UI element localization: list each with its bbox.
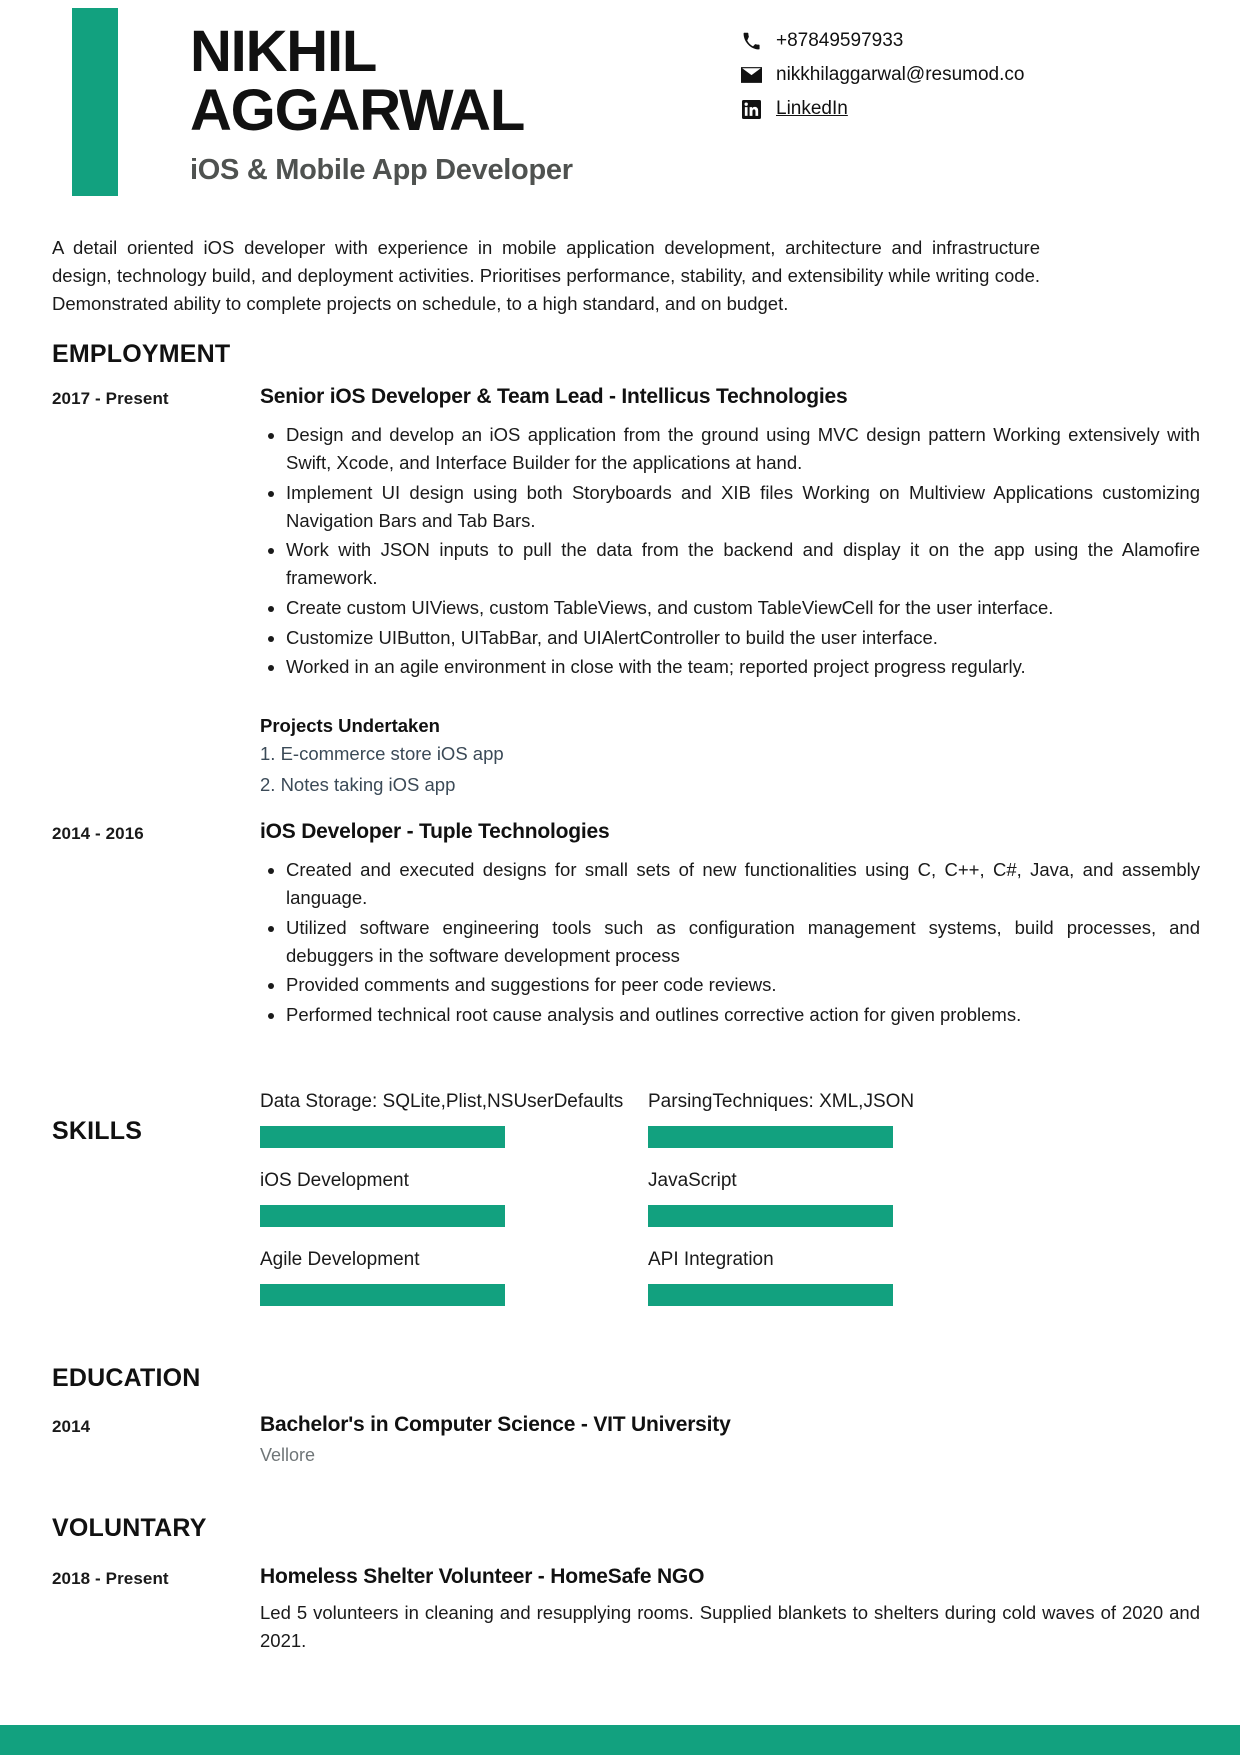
list-item: • Provided comments and suggestions for peer code reviews.	[286, 971, 1200, 999]
linkedin-link[interactable]: LinkedIn	[776, 98, 848, 119]
skill-name: iOS Development	[260, 1169, 409, 1191]
employment-date: 2014 - 2016	[52, 824, 144, 844]
professional-summary: A detail oriented iOS developer with experience in mobile application development, architecture and infrastructure design, technology build, and deployment activities. Prioritises performance, stability, and extensibility while writing code. Demonstrated ability to complete projects on schedule, to a high standard, and on budget.	[52, 237, 1040, 315]
voluntary-role: Homeless Shelter Volunteer - HomeSafe NGO	[260, 1564, 705, 1588]
list-item: • Worked in an agile environment in close with the team; reported project progress regularly.	[286, 653, 1200, 681]
skill-item	[260, 1170, 648, 1227]
section-title-skills: SKILLS	[52, 1116, 143, 1145]
skills-grid	[260, 1091, 1200, 1306]
employment-role: Senior iOS Developer & Team Lead - Intellicus Technologies	[260, 385, 848, 409]
project-item[interactable]: 2. Notes taking iOS app	[260, 773, 456, 795]
skill-item	[260, 1091, 648, 1148]
education-body	[260, 1413, 1200, 1466]
skill-bar-fill	[260, 1284, 505, 1306]
list-item: • Create custom UIViews, custom TableViews, and custom TableViewCell for the user interface.	[286, 594, 1200, 622]
contact-phone-row	[740, 30, 1024, 52]
skill-bar-track	[648, 1284, 893, 1306]
first-name: NIKHIL	[190, 19, 377, 84]
linkedin-icon	[740, 99, 762, 119]
employment-date: 2017 - Present	[52, 389, 169, 409]
section-title-education: EDUCATION	[52, 1363, 201, 1392]
voluntary-date: 2018 - Present	[52, 1568, 169, 1588]
section-title-voluntary: VOLUNTARY	[52, 1513, 207, 1542]
skill-bar-fill	[648, 1284, 893, 1306]
contact-linkedin-row[interactable]	[740, 98, 1024, 120]
list-item: • Utilized software engineering tools such as configuration management systems, build processes, and debuggers in the software development process	[286, 914, 1200, 970]
employment-role: iOS Developer - Tuple Technologies	[260, 820, 610, 844]
projects-undertaken-title: Projects Undertaken	[260, 715, 440, 737]
phone-number: +87849597933	[776, 30, 904, 51]
list-item: • Implement UI design using both Storyboards and XIB files Working on Multiview Applications customizing Navigation Bars and Tab Bars.	[286, 479, 1200, 535]
phone-icon	[740, 31, 762, 51]
employment-body	[260, 820, 1200, 1031]
skill-bar-track	[260, 1126, 505, 1148]
skill-item	[648, 1170, 1036, 1227]
voluntary-entry	[0, 1565, 1240, 1655]
email-address: nikkhilaggarwal@resumod.co	[776, 64, 1025, 85]
skill-name: ParsingTechniques: XML,JSON	[648, 1090, 915, 1112]
employment-bullets	[260, 421, 1200, 681]
employment-entry	[0, 385, 1240, 798]
header-accent-bar	[72, 8, 118, 196]
voluntary-body	[260, 1565, 1200, 1655]
list-item: • Customize UIButton, UITabBar, and UIAlertController to build the user interface.	[286, 624, 1200, 652]
skill-bar-fill	[648, 1205, 893, 1227]
section-title-employment: EMPLOYMENT	[52, 340, 231, 369]
skill-item	[648, 1249, 1036, 1306]
skill-bar-fill	[260, 1205, 505, 1227]
employment-bullets	[260, 856, 1200, 1029]
skills-section	[0, 1091, 1240, 1306]
skill-name: Agile Development	[260, 1248, 420, 1270]
voluntary-description: Led 5 volunteers in cleaning and resupplying rooms. Supplied blankets to shelters during cold waves of 2020 and 2021.	[260, 1601, 1200, 1651]
list-item: • Work with JSON inputs to pull the data from the backend and display it on the app using the Alamofire framework.	[286, 536, 1200, 592]
envelope-icon	[740, 65, 762, 85]
skill-bar-track	[260, 1284, 505, 1306]
resume-header	[0, 0, 1240, 212]
education-entry	[0, 1413, 1240, 1466]
job-title: iOS & Mobile App Developer	[190, 154, 573, 187]
header-name-block	[190, 19, 1200, 187]
employment-body	[260, 385, 1200, 798]
skill-name: API Integration	[648, 1248, 774, 1270]
skill-bar-track	[260, 1205, 505, 1227]
contact-email-row	[740, 64, 1024, 86]
project-item[interactable]: 1. E-commerce store iOS app	[260, 743, 504, 765]
education-location: Vellore	[260, 1444, 316, 1465]
list-item: • Design and develop an iOS application from the ground using MVC design pattern Working extensively with Swift, Xcode, and Interface Builder for the applications at hand.	[286, 421, 1200, 477]
skill-item	[648, 1091, 1036, 1148]
employment-entry	[0, 820, 1240, 1031]
skill-item	[260, 1249, 648, 1306]
skill-name: Data Storage: SQLite,Plist,NSUserDefaults	[260, 1090, 624, 1112]
skill-bar-fill	[648, 1126, 893, 1148]
skill-bar-fill	[260, 1126, 505, 1148]
skill-name: JavaScript	[648, 1169, 737, 1191]
education-date: 2014	[52, 1416, 91, 1436]
list-item: • Created and executed designs for small sets of new functionalities using C, C++, C#, Java, and assembly language.	[286, 856, 1200, 912]
skill-bar-track	[648, 1205, 893, 1227]
last-name: AGGARWAL	[190, 78, 525, 144]
education-degree: Bachelor's in Computer Science - VIT University	[260, 1412, 731, 1436]
list-item: • Performed technical root cause analysis and outlines corrective action for given problems.	[286, 1001, 1200, 1029]
footer-accent-bar	[0, 1725, 1240, 1755]
skill-bar-track	[648, 1126, 893, 1148]
contact-block	[740, 30, 1024, 120]
